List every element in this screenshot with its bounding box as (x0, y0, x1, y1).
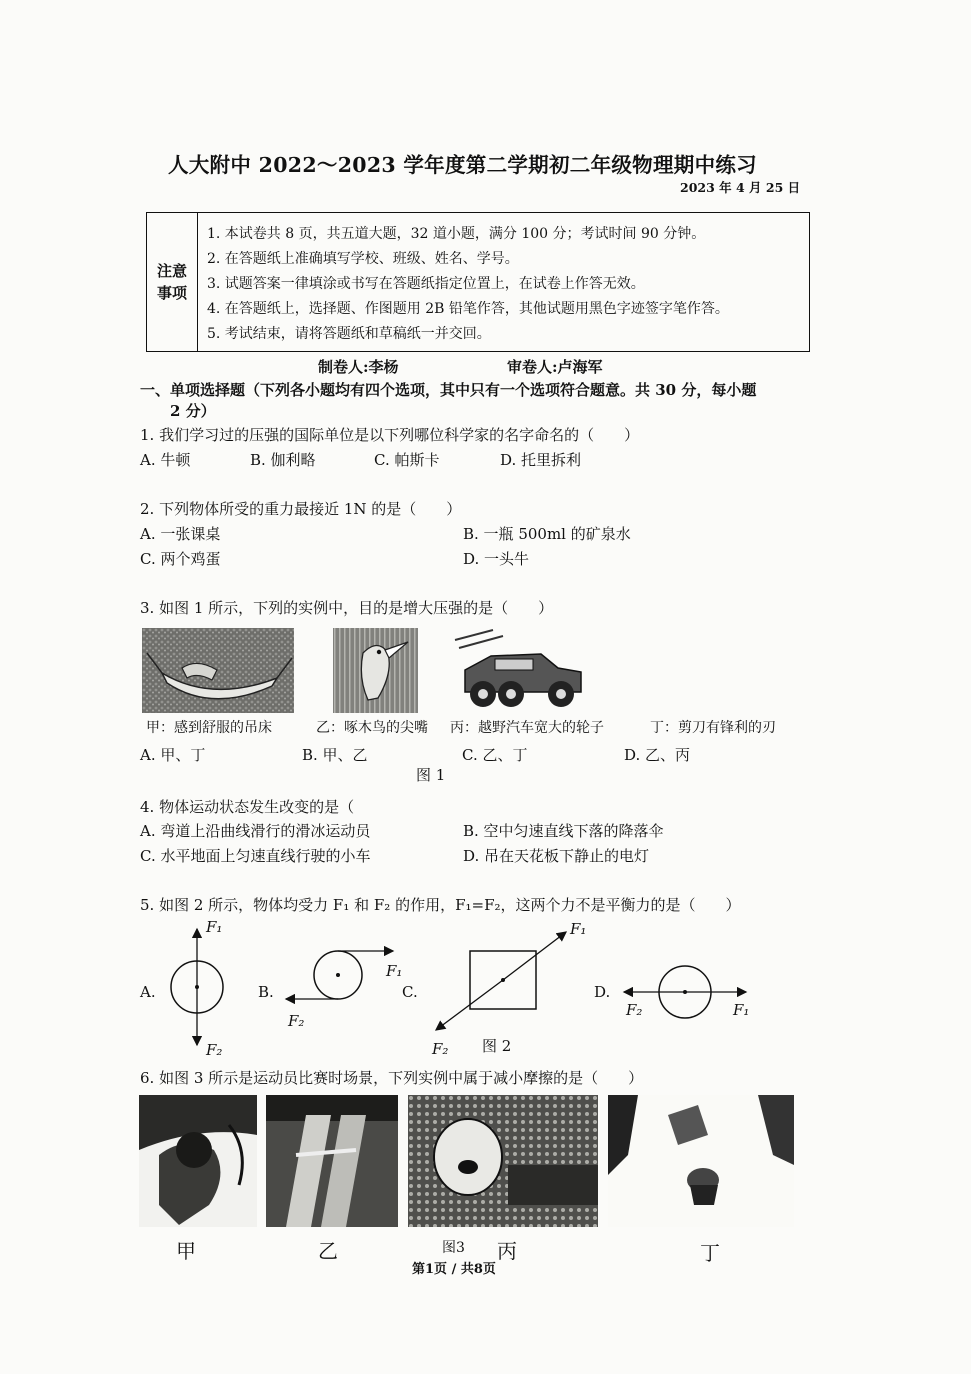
d-f2-label: F₂ (626, 1001, 643, 1019)
q2-option-d: D. 一头牛 (463, 550, 530, 568)
athlete-photo-yi (266, 1095, 398, 1227)
q3-option-b: B. 甲、乙 (302, 746, 368, 764)
q1-option-a: A. 牛顿 (140, 451, 191, 469)
q3-caption-yi: 乙：啄木鸟的尖嘴 (316, 720, 428, 736)
exam-date: 2023 年 4 月 25 日 (680, 180, 801, 195)
force-diagrams (150, 915, 790, 1065)
hammock-photo (142, 628, 294, 713)
d-f1-label: F₁ (733, 1001, 750, 1019)
q6-stem: 6. 如图 3 所示是运动员比赛时场景，下列实例中属于减小摩擦的是（ ） (140, 1069, 644, 1087)
q4-option-c: C. 水平地面上匀速直线行驶的小车 (140, 847, 371, 865)
woodpecker-photo (333, 628, 418, 713)
figure-2-label: 图 2 (482, 1037, 512, 1055)
q3-option-d: D. 乙、丙 (624, 746, 691, 764)
notice-label-top: 注意 (156, 262, 187, 280)
a-f1-label: F₁ (206, 918, 223, 936)
q2-stem: 2. 下列物体所受的重力最接近 1N 的是（ ） (140, 500, 462, 518)
q2-option-a: A. 一张课桌 (140, 525, 221, 543)
notice-list (207, 222, 729, 347)
figure-3-label: 图3 (442, 1240, 465, 1256)
q4-stem: 4. 物体运动状态发生改变的是（ (140, 798, 355, 816)
q4-option-b: B. 空中匀速直线下落的降落伞 (463, 822, 664, 840)
notice-item: 2. 在答题纸上准确填写学校、班级、姓名、学号。 (207, 251, 519, 267)
b-f1-label: F₁ (386, 962, 403, 980)
notice-label-bottom: 事项 (156, 284, 187, 302)
figure-1-label: 图 1 (416, 766, 446, 784)
q3-caption-bing: 丙：越野汽车宽大的轮子 (450, 720, 604, 736)
q1-option-c: C. 帕斯卡 (374, 451, 440, 469)
q5-label-a: A. (140, 983, 156, 1001)
notice-item: 5. 考试结束，请将答题纸和草稿纸一并交回。 (207, 326, 491, 342)
notice-label (147, 213, 198, 351)
q5-stem: 5. 如图 2 所示，物体均受力 F₁ 和 F₂ 的作用，F₁=F₂，这两个力不是平衡力的是（ ） (140, 896, 741, 914)
notice-box (146, 212, 810, 352)
q3-option-a: A. 甲、丁 (140, 746, 206, 764)
athlete-photo-ding (608, 1095, 794, 1227)
offroad-car-photo (453, 626, 588, 714)
q5-label-c: C. (402, 983, 418, 1001)
q3-stem: 3. 如图 1 所示，下列的实例中，目的是增大压强的是（ ） (140, 599, 554, 617)
diagram-a (171, 929, 223, 1045)
q1-option-b: B. 伽利略 (250, 451, 316, 469)
athlete-photo-bing (408, 1095, 598, 1227)
q1-option-d: D. 托里拆利 (500, 451, 582, 469)
diagram-c (436, 932, 566, 1030)
q3-caption-jia: 甲：感到舒服的吊床 (146, 720, 272, 736)
q6-caption-bing: 丙 (497, 1239, 517, 1263)
q6-caption-yi: 乙 (318, 1239, 338, 1263)
c-f2-label: F₂ (432, 1040, 449, 1058)
q2-option-b: B. 一瓶 500ml 的矿泉水 (463, 525, 631, 543)
q2-option-c: C. 两个鸡蛋 (140, 550, 221, 568)
q3-caption-ding: 丁：剪刀有锋利的刃 (650, 720, 776, 736)
paper-maker: 制卷人:李杨 (318, 358, 399, 376)
paper-reviewer: 审卷人:卢海军 (507, 358, 603, 376)
section-heading-cont: 2 分） (170, 402, 216, 420)
q6-caption-ding: 丁 (700, 1241, 720, 1265)
notice-item: 1. 本试卷共 8 页，共五道大题，32 道小题，满分 100 分；考试时间 90 分钟。 (207, 226, 706, 242)
athlete-photo-jia (139, 1095, 257, 1227)
notice-item: 3. 试题答案一律填涂或书写在答题纸指定位置上，在试卷上作答无效。 (207, 276, 645, 292)
c-f1-label: F₁ (570, 920, 587, 938)
page-number: 第1页 / 共8页 (412, 1262, 496, 1277)
a-f2-label: F₂ (206, 1041, 223, 1059)
q6-caption-jia: 甲 (176, 1239, 196, 1263)
q5-label-d: D. (594, 983, 611, 1001)
section-heading: 一、单项选择题（下列各小题均有四个选项，其中只有一个选项符合题意。共 30 分，每小题 (140, 381, 757, 399)
notice-item: 4. 在答题纸上，选择题、作图题用 2B 铅笔作答，其他试题用黑色字迹签字笔作答。 (207, 301, 729, 317)
q4-option-a: A. 弯道上沿曲线滑行的滑冰运动员 (140, 822, 371, 840)
q1-stem: 1. 我们学习过的压强的国际单位是以下列哪位科学家的名字命名的（ ） (140, 426, 640, 444)
b-f2-label: F₂ (288, 1012, 305, 1030)
exam-title: 人大附中 2022～2023 学年度第二学期初二年级物理期中练习 (168, 153, 757, 177)
diagram-b (286, 951, 393, 999)
q4-option-d: D. 吊在天花板下静止的电灯 (463, 847, 650, 865)
q3-option-c: C. 乙、丁 (462, 746, 528, 764)
q5-label-b: B. (258, 983, 274, 1001)
